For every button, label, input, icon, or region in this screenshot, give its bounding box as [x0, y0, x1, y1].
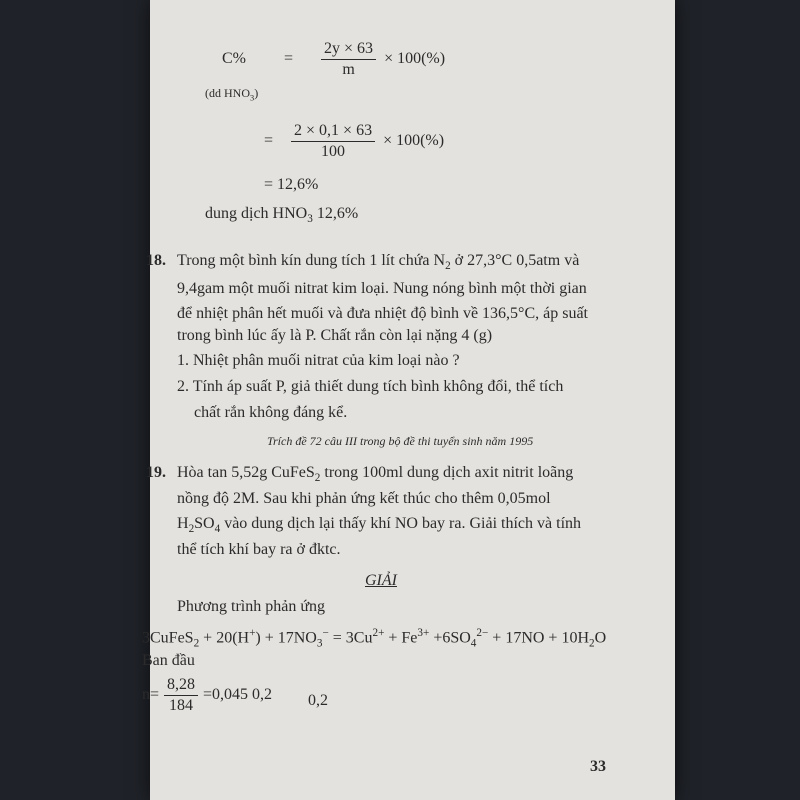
initial-label: Ban đầu — [142, 652, 195, 669]
question-18-subq-2a: 2. Tính áp suất P, giả thiết dung tích bình không đổi, thể tích — [177, 378, 564, 395]
conclusion: dung dịch $HNO_3$ 12,6% — [205, 205, 359, 226]
reaction-equation: 3CuFeS$_2$ + $20(H^+) + 17NO_3^- = 3Cu^{2+} + Fe^{3+} +6SO_4^{2-} + 17NO + 10H_2O$ — [142, 627, 607, 650]
formula-1-fraction — [321, 40, 376, 79]
formula-2-numerator: 2 × 0,1 × 63 — [291, 122, 375, 142]
question-18-subq-2b: chất rắn không đáng kể. — [194, 404, 348, 421]
question-19-line-4: thể tích khí bay ra ở đktc. — [177, 541, 341, 558]
question-18-subq-1: 1. Nhiệt phân muối nitrat của kim loại nào ? — [177, 352, 460, 369]
formula-1-lhs: C% — [222, 50, 246, 68]
formula-1-sub-label: (dd $HNO_3$) — [205, 86, 259, 103]
question-18-line-4: trong bình lúc ấy là P. Chất rắn còn lại nặng 4 (g) — [177, 327, 493, 344]
moles-last: 0,2 — [308, 692, 328, 709]
question-19-line-1: Hòa tan 5,52g CuFeS$_2$ trong 100ml dung dịch axit nitrit loãng — [177, 464, 574, 485]
formula-1-denominator: m — [342, 61, 355, 78]
solution-heading: GIẢI — [365, 572, 397, 589]
moles-row: n= $\frac{8,28}{184}$ =0,045 0,2 — [142, 676, 273, 714]
book-page — [142, 0, 675, 800]
question-18-line-2: 9,4gam một muối nitrat kim loại. Nung nóng bình một thời gian — [177, 280, 587, 297]
question-19-line-3: $H_2SO_4$ vào dung dịch lại thấy khí NO bay ra. Giải thích và tính — [177, 515, 582, 536]
question-18-source: Trích đề 72 câu III trong bộ đề thi tuyển sinh năm 1995 — [267, 434, 534, 448]
formula-1 — [222, 40, 445, 79]
question-18-number: 18. — [146, 252, 166, 269]
formula-2-tail: × 100(%) — [383, 132, 445, 150]
formula-2-denominator: 100 — [321, 143, 346, 160]
formula-1-eq: = — [284, 50, 294, 68]
question-18-line-1: Trong một bình kín dung tích 1 lít chứa $N_2$ ở 27,3°C 0,5atm và — [177, 252, 580, 273]
formula-2-eq: = — [264, 132, 274, 150]
question-18-line-3: để nhiệt phân hết muối và đưa nhiệt độ bình về 136,5°C, áp suất — [177, 305, 588, 322]
formula-2 — [264, 122, 444, 161]
solution-intro: Phương trình phản ứng — [177, 598, 326, 615]
question-19-number: 19. — [146, 464, 166, 481]
moles-fraction: $\frac{8,28}{184}$ — [164, 676, 198, 715]
question-19-line-2: nồng độ 2M. Sau khi phản ứng kết thúc cho thêm 0,05mol — [177, 490, 551, 507]
formula-3: = 12,6% — [264, 176, 319, 193]
page-number: 33 — [590, 758, 606, 775]
formula-2-fraction — [291, 122, 375, 161]
formula-1-tail: × 100(%) — [384, 50, 446, 68]
formula-1-numerator: 2y × 63 — [321, 40, 376, 60]
